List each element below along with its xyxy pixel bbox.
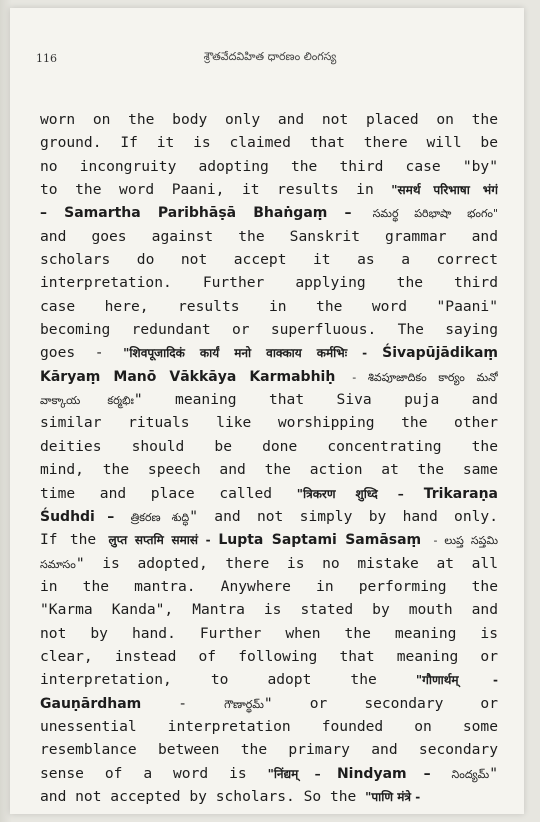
text-run: not by hand. Further when the meaning is — [40, 624, 498, 642]
text-line — [40, 178, 498, 201]
text-run: to the word Paani, it results in — [40, 181, 392, 199]
text-line — [40, 715, 498, 738]
text-line — [40, 552, 498, 575]
text-run: clear, instead of following that meaning or — [40, 647, 498, 665]
devanagari-run: "शिवपूजादिकं कार्यं मनो वाक्काय कर्मभिः - — [123, 346, 383, 361]
text-line — [40, 131, 498, 154]
text-run — [114, 508, 130, 525]
text-line — [40, 668, 498, 691]
text-line — [40, 411, 498, 434]
transliteration-run: Nindyam – — [336, 765, 431, 782]
text-line — [40, 201, 498, 224]
telugu-run: - లుప్త సప్తమి — [433, 534, 498, 548]
transliteration-run: Lupta Saptami Samāsaṃ — [218, 532, 422, 549]
text-line — [40, 645, 498, 668]
text-run: If the — [40, 531, 109, 549]
text-line — [40, 575, 498, 598]
text-line — [40, 435, 498, 458]
text-line — [40, 225, 498, 248]
body-text — [40, 108, 498, 808]
page-header — [0, 46, 540, 66]
text-run: " — [489, 764, 498, 782]
text-line — [40, 528, 498, 551]
text-line — [40, 785, 498, 808]
text-run: ground. If it is claimed that there will be — [40, 134, 498, 152]
text-run: case here, results in the word "Paani" — [40, 297, 498, 315]
text-run: and goes against the Sanskrit grammar and — [40, 227, 498, 245]
devanagari-run: "त्रिकरण शुध्दि – — [296, 486, 424, 501]
text-line — [40, 505, 498, 528]
telugu-run: సమాసం — [40, 557, 76, 571]
text-line — [40, 482, 498, 505]
text-run: interpretation. Further applying the third — [40, 274, 498, 292]
text-run: " or secondary or — [263, 694, 498, 712]
text-run: goes - — [40, 344, 124, 362]
transliteration-run: Kāryaṃ Manō Vākkāya Karmabhiḥ — [40, 368, 336, 385]
text-line — [40, 341, 498, 364]
text-line — [40, 248, 498, 271]
text-line — [40, 295, 498, 318]
telugu-run: నింద్యమ్ — [451, 767, 490, 781]
transliteration-run: Śudhdi – — [40, 508, 115, 525]
text-line — [40, 365, 498, 388]
text-line — [40, 598, 498, 621]
transliteration-run: Gauṇārdham — [40, 695, 142, 712]
text-run: becoming redundant or superfluous. The saying — [40, 321, 498, 339]
text-run — [421, 531, 433, 548]
text-run: " meaning that Siva puja and — [133, 391, 498, 409]
devanagari-run: "समर्थ परिभाषा भंगं — [391, 183, 498, 198]
devanagari-run: "गौणार्थम् - — [415, 673, 498, 688]
devanagari-run: "निंद्यम् – — [267, 766, 337, 781]
text-run: "Karma Kanda", Mantra is stated by mouth and — [40, 601, 498, 619]
telugu-run: వాక్కాయ కర్మభిః — [40, 394, 134, 408]
devanagari-run: लुप्त सप्तमि समासं - — [108, 533, 219, 548]
text-run: resemblance between the primary and secondary — [40, 741, 498, 759]
text-line — [40, 692, 498, 715]
text-run: deities should be done concentrating the — [40, 437, 498, 455]
text-line — [40, 271, 498, 294]
text-line — [40, 458, 498, 481]
telugu-run: గౌణార్థమ్ — [224, 697, 264, 711]
text-run: mind, the speech and the action at the same — [40, 461, 498, 479]
text-run: scholars do not accept it as a correct — [40, 251, 498, 269]
telugu-run: త్రికరణ శుద్ధి — [130, 510, 190, 524]
transliteration-run: Śivapūjādikaṃ — [382, 345, 498, 362]
text-run — [431, 765, 452, 782]
text-run: " is adopted, there is no mistake at all — [75, 554, 498, 572]
text-line — [40, 108, 498, 131]
devanagari-run: "पाणि मंत्रे - — [365, 789, 421, 804]
page-number: 116 — [36, 52, 57, 65]
text-line — [40, 318, 498, 341]
text-line — [40, 738, 498, 761]
text-run: interpretation, to adopt the — [40, 671, 416, 689]
text-run: - — [141, 694, 225, 712]
text-line — [40, 388, 498, 411]
transliteration-run: Trikaraṇa — [423, 485, 498, 502]
text-run — [352, 204, 373, 221]
text-line — [40, 762, 498, 785]
text-line — [40, 155, 498, 178]
text-run: similar rituals like worshipping the other — [40, 414, 498, 432]
transliteration-run: – Samartha Paribhāṣā Bhaṅgaṃ – — [40, 205, 352, 222]
running-title: శ్రౌతవేదవిహిత ధారణం లింగస్య — [203, 50, 337, 63]
text-line — [40, 622, 498, 645]
text-run: no incongruity adopting the third case "by" — [40, 157, 498, 175]
text-run — [335, 368, 352, 385]
telugu-run: - శివపూజాదికం కార్యం మనో — [352, 370, 498, 384]
text-run: " and not simply by hand only. — [189, 507, 498, 525]
text-run: and not accepted by scholars. So the — [40, 787, 366, 805]
telugu-run: సమర్థ పరిభాషా భంగం" — [372, 207, 498, 221]
text-run: in the mantra. Anywhere in performing the — [40, 577, 498, 595]
text-run: time and place called — [40, 484, 297, 502]
text-run: worn on the body only and not placed on the — [40, 111, 498, 128]
text-run: unessential interpretation founded on some — [40, 717, 498, 735]
text-run: sense of a word is — [40, 764, 268, 782]
